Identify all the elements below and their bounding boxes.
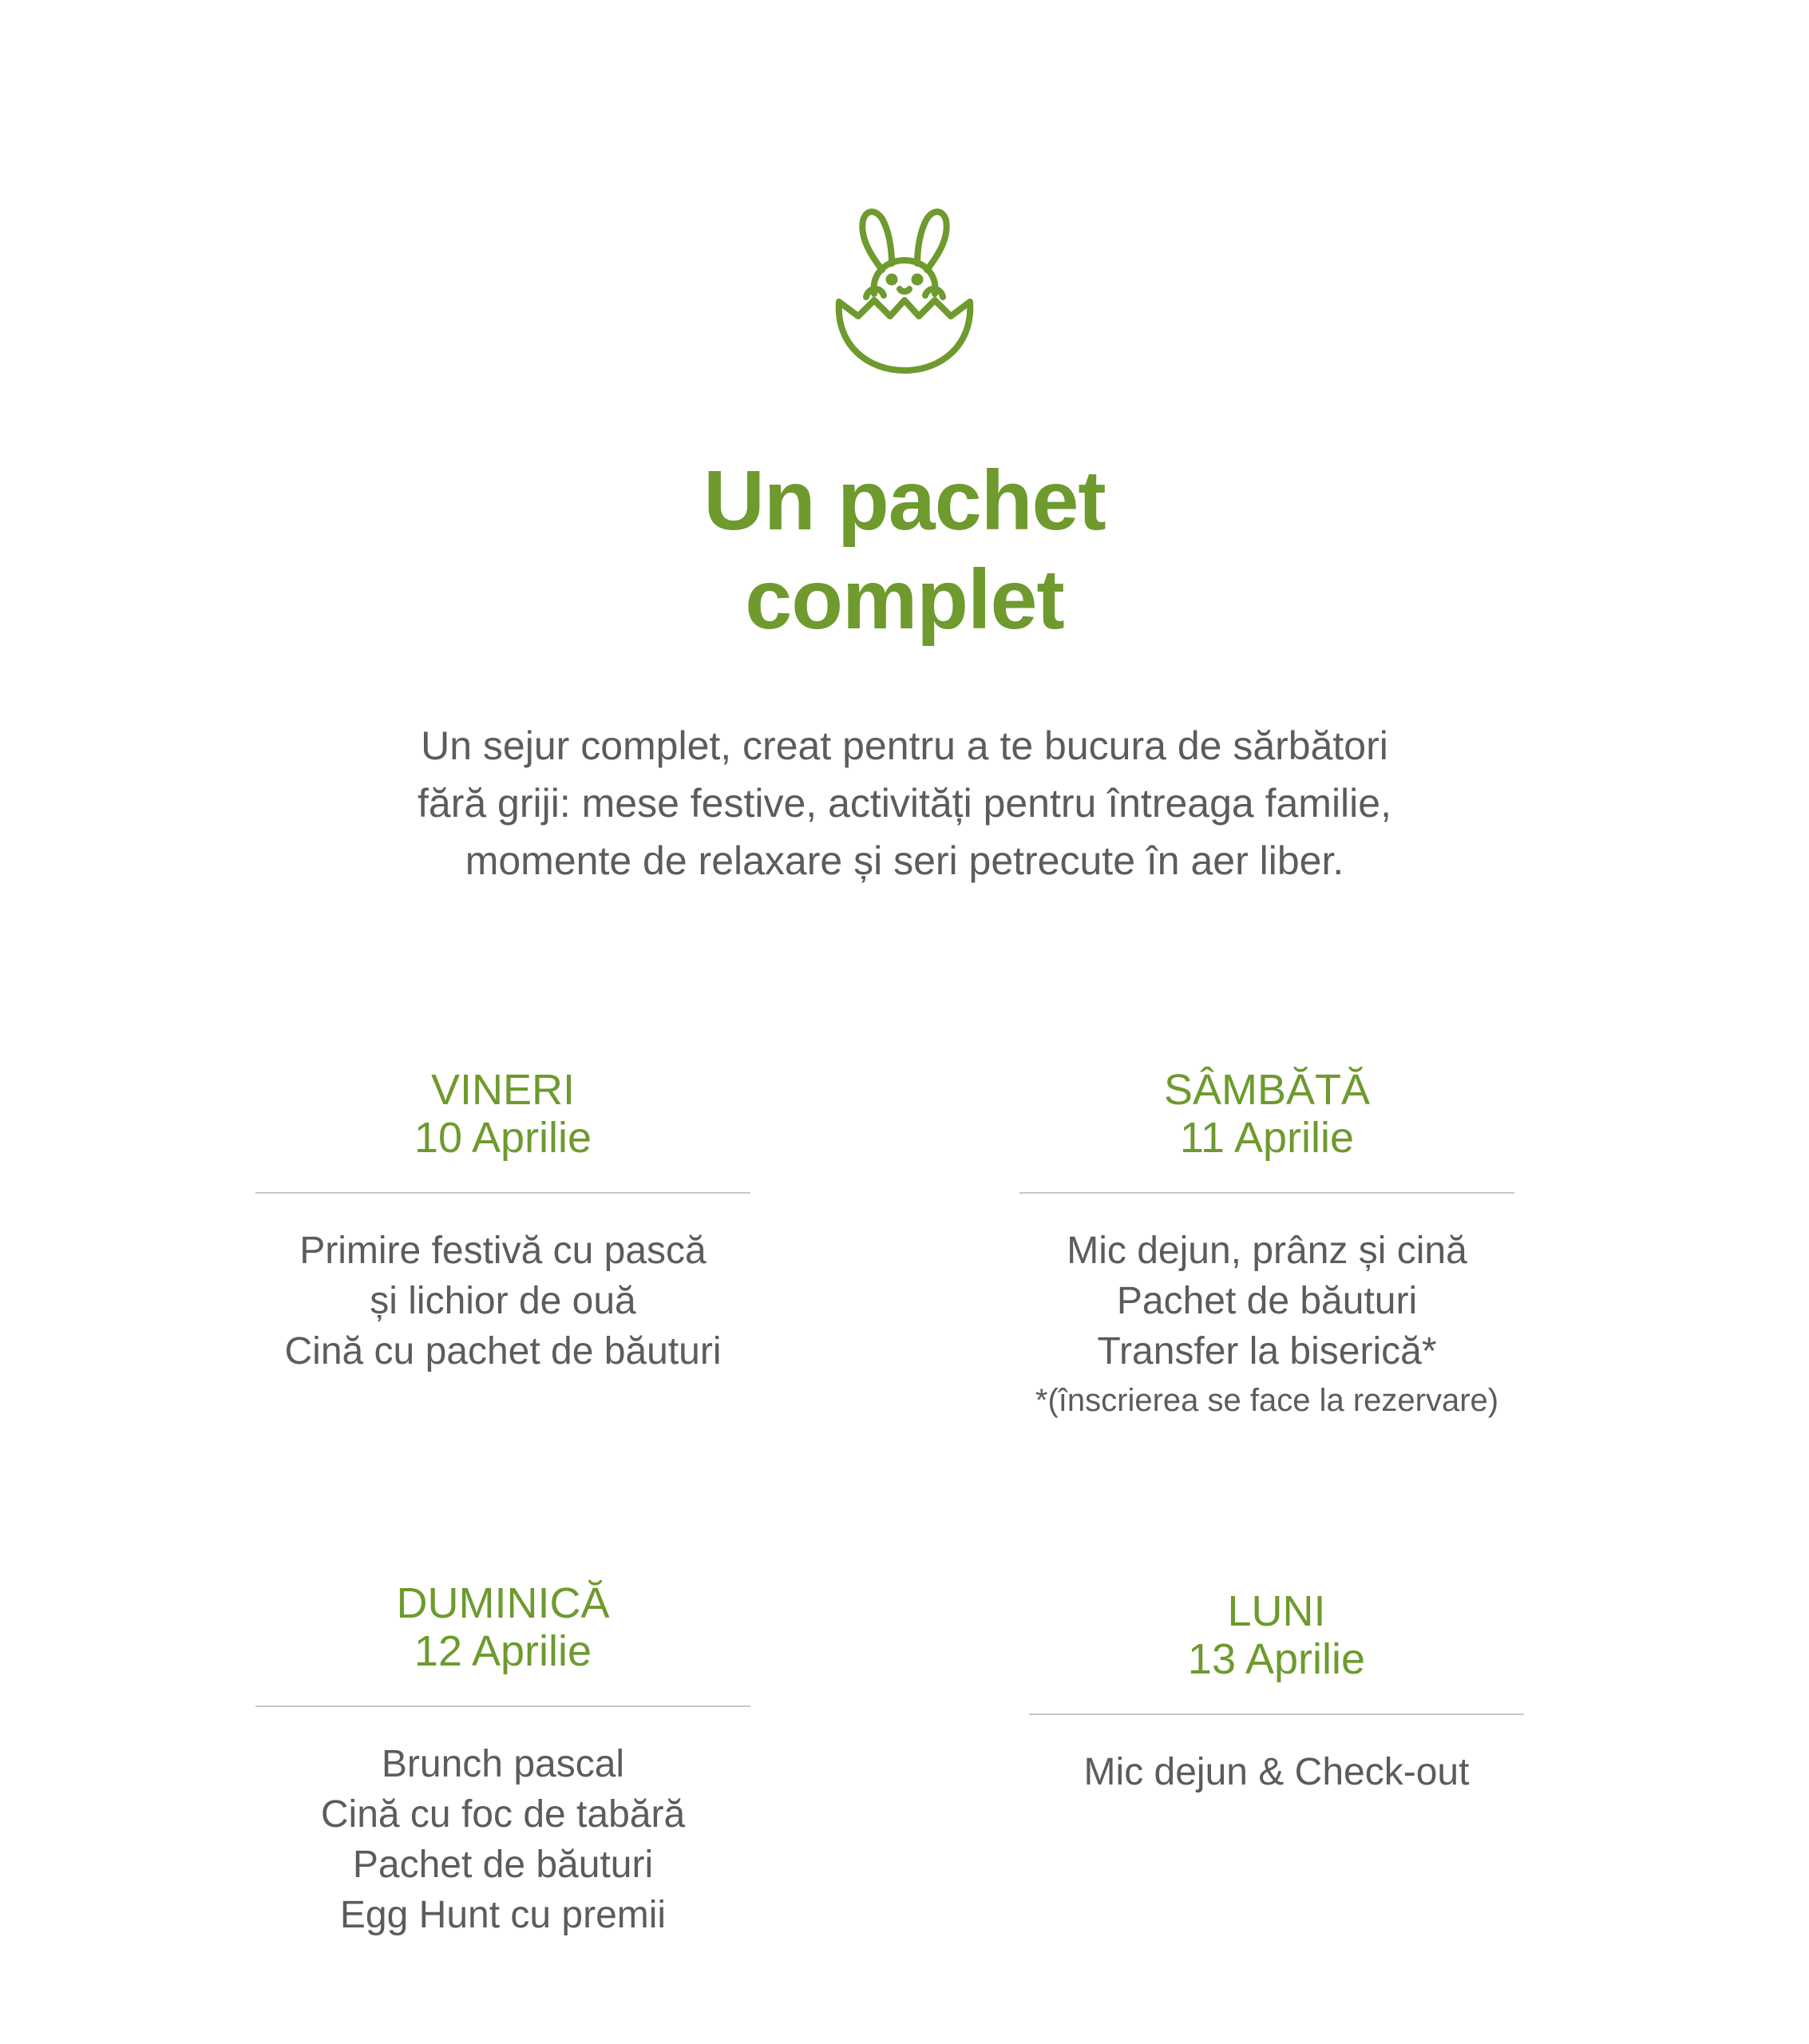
day-date: 13 Aprilie (1187, 1635, 1366, 1683)
list-item: Pachet de băuturi (352, 1844, 654, 1886)
list-item: și lichior de ouă (370, 1280, 636, 1322)
list-item: Transfer la biserică* (1097, 1330, 1437, 1373)
day-heading (1019, 1066, 1514, 1162)
day-heading (255, 1579, 750, 1675)
day-heading (1029, 1587, 1524, 1683)
divider (255, 1705, 750, 1707)
list-item: Egg Hunt cu premii (339, 1894, 667, 1936)
divider (255, 1192, 750, 1194)
day-items (1029, 1747, 1524, 1797)
list-item: Mic dejun, prânz și cină (1067, 1230, 1467, 1272)
day-card-sambata (1019, 1066, 1514, 1424)
day-date: 11 Aprilie (1179, 1114, 1355, 1162)
list-item: Primire festivă cu pască (299, 1230, 707, 1272)
day-heading (255, 1066, 750, 1162)
intro-line-2: fără griji: mese festive, activități pentru întreaga familie, (418, 781, 1391, 826)
day-date: 12 Aprilie (414, 1627, 592, 1675)
day-name: VINERI (430, 1066, 576, 1114)
footnote: *(înscrierea se face la rezervare) (1035, 1383, 1499, 1418)
divider (1019, 1192, 1514, 1194)
intro-line-1: Un sejur complet, creat pentru a te bucura de sărbători (421, 723, 1388, 768)
day-items (255, 1226, 750, 1377)
day-card-duminica (255, 1579, 750, 1940)
list-item: Cină cu foc de tabără (320, 1793, 686, 1836)
day-name: SÂMBĂTĂ (1163, 1066, 1371, 1114)
day-name: LUNI (1227, 1587, 1326, 1635)
day-items (255, 1739, 750, 1940)
intro-line-3: momente de relaxare și seri petrecute în aer liber. (465, 838, 1344, 883)
title-line-2: complet (745, 553, 1064, 647)
list-item: Pachet de băuturi (1116, 1280, 1418, 1322)
day-card-vineri (255, 1066, 750, 1377)
list-item: Mic dejun & Check-out (1083, 1751, 1470, 1793)
intro-paragraph (0, 717, 1809, 889)
divider (1029, 1713, 1524, 1715)
day-card-luni (1029, 1587, 1524, 1797)
list-item: Brunch pascal (381, 1743, 625, 1785)
day-date: 10 Aprilie (414, 1114, 592, 1162)
list-item: Cină cu pachet de băuturi (284, 1330, 722, 1373)
page-title (0, 451, 1809, 649)
bunny-egg-icon (825, 200, 984, 375)
title-line-1: Un pachet (703, 454, 1106, 548)
day-items (1019, 1226, 1514, 1424)
day-name: DUMINICĂ (396, 1579, 610, 1627)
